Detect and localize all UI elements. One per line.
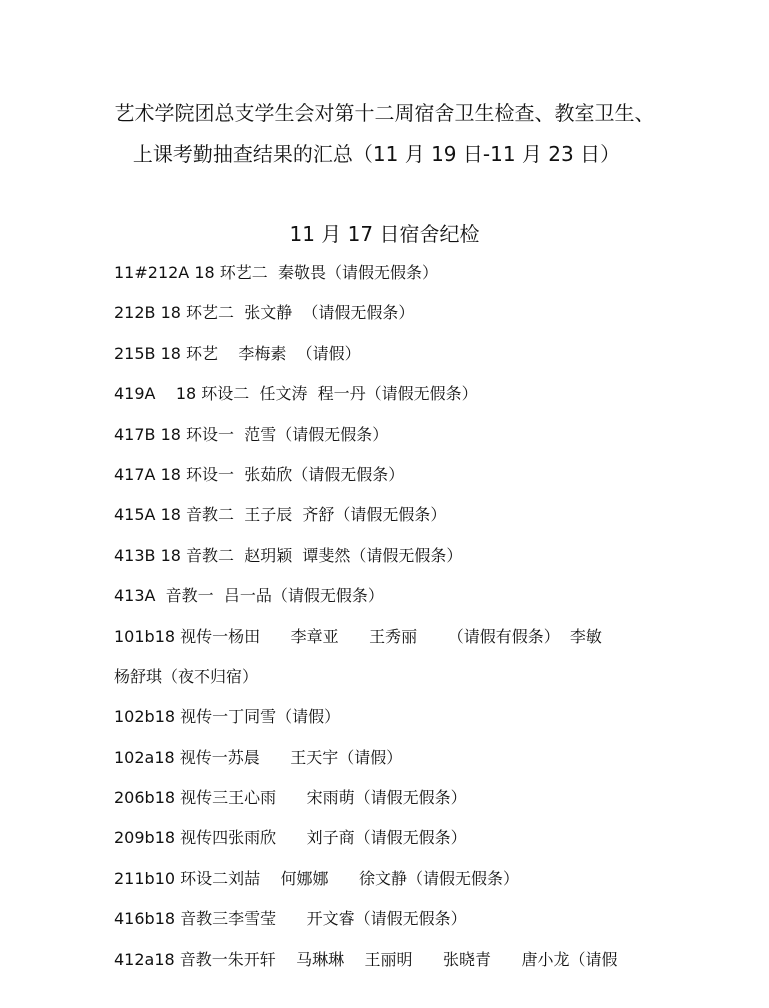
document-title-line-1: 艺术学院团总支学生会对第十二周宿舍卫生检查、教室卫生、 <box>114 101 655 125</box>
section-heading: 11 月 17 日宿舍纪检 <box>289 222 480 246</box>
list-item: 413B 18 音教二 赵玥颖 谭斐然（请假无假条） <box>114 545 463 565</box>
list-item: 419A 18 环设二 任文涛 程一丹（请假无假条） <box>114 384 478 404</box>
list-item: 102b18 视传一丁同雪（请假） <box>114 707 341 727</box>
list-item: 杨舒琪（夜不归宿） <box>114 666 259 686</box>
list-item: 413A 音教一 吕一品（请假无假条） <box>114 586 384 606</box>
list-item: 206b18 视传三王心雨 宋雨萌（请假无假条） <box>114 788 467 808</box>
list-item: 215B 18 环艺 李梅素 （请假） <box>114 343 361 363</box>
list-item: 209b18 视传四张雨欣 刘子商（请假无假条） <box>114 828 467 848</box>
list-item: 101b18 视传一杨田 李章亚 王秀丽 （请假有假条） 李敏 <box>114 626 602 646</box>
list-item: 212B 18 环艺二 张文静 （请假无假条） <box>114 303 415 323</box>
document-title-line-2: 上课考勤抽查结果的汇总（11 月 19 日-11 月 23 日） <box>132 142 621 166</box>
list-item: 102a18 视传一苏晨 王天宇（请假） <box>114 747 403 767</box>
list-item: 412a18 音教一朱开轩 马琳琳 王丽明 张晓青 唐小龙（请假 <box>114 949 618 969</box>
list-item: 415A 18 音教二 王子辰 齐舒（请假无假条） <box>114 505 447 525</box>
list-item: 417A 18 环设一 张茹欣（请假无假条） <box>114 464 405 484</box>
list-item: 11#212A 18 环艺二 秦敬畏（请假无假条） <box>114 263 438 282</box>
list-item: 211b10 环设二刘喆 何娜娜 徐文静（请假无假条） <box>114 868 520 888</box>
list-item: 417B 18 环设一 范雪（请假无假条） <box>114 424 389 444</box>
entry-list <box>114 262 674 989</box>
list-item: 416b18 音教三李雪莹 开文睿（请假无假条） <box>114 909 467 929</box>
